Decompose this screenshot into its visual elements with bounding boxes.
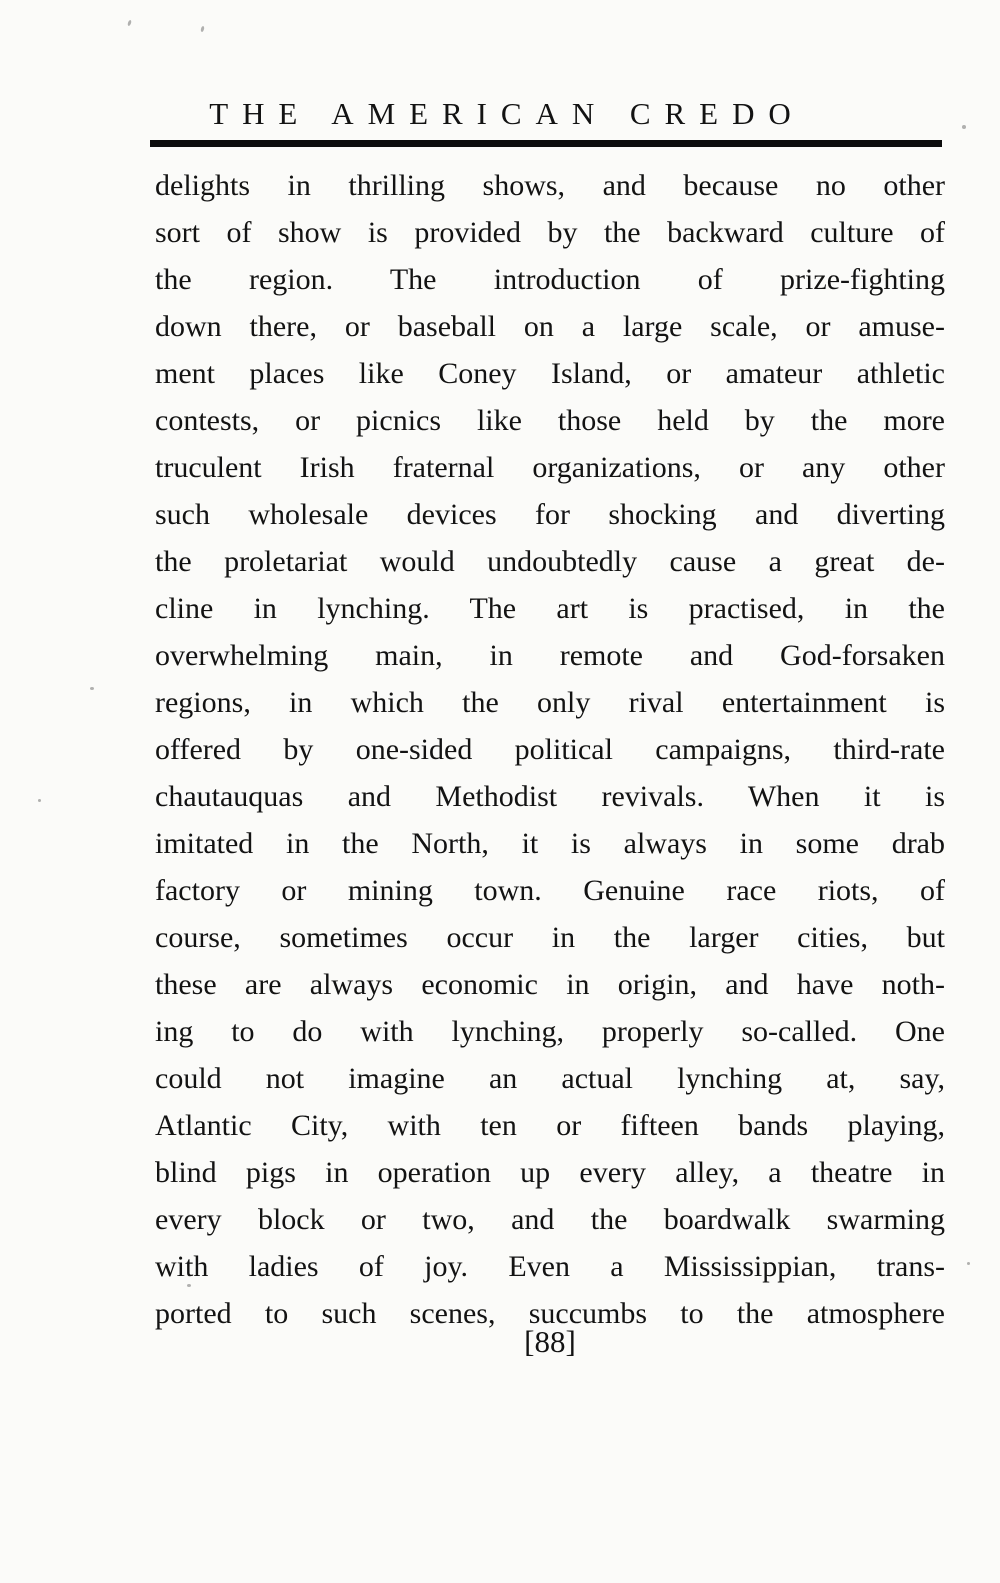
header-rule-divider — [150, 140, 942, 147]
scan-speck — [200, 26, 204, 33]
text-line: ing to do with lynching, properly so-called. One — [155, 1015, 945, 1048]
text-line: contests, or picnics like those held by the more — [155, 404, 945, 437]
text-line: cline in lynching. The art is practised, in the — [155, 592, 945, 625]
scan-speck — [967, 1262, 970, 1265]
text-line: course, sometimes occur in the larger cities, but — [155, 921, 945, 954]
text-line: such wholesale devices for shocking and diverting — [155, 498, 945, 531]
page-number: [88] — [524, 1324, 576, 1359]
text-line: blind pigs in operation up every alley, a theatre in — [155, 1156, 945, 1189]
text-line: overwhelming main, in remote and God-forsaken — [155, 639, 945, 672]
text-line: chautauquas and Methodist revivals. When it is — [155, 780, 945, 813]
text-line: down there, or baseball on a large scale, or amuse- — [155, 310, 945, 343]
scan-speck — [187, 1284, 191, 1287]
text-line: the proletariat would undoubtedly cause a great de- — [155, 545, 945, 578]
text-line: the region. The introduction of prize-fighting — [155, 263, 945, 296]
text-line: ported to such scenes, succumbs to the atmosphere — [155, 1297, 945, 1330]
text-line: imitated in the North, it is always in some drab — [155, 827, 945, 860]
running-head-title: THE AMERICAN CREDO — [209, 96, 805, 131]
text-line: with ladies of joy. Even a Mississippian, trans- — [155, 1250, 945, 1283]
text-line: truculent Irish fraternal organizations, or any other — [155, 451, 945, 484]
scan-speck — [962, 125, 966, 129]
text-line: delights in thrilling shows, and because no other — [155, 169, 945, 202]
text-line: Atlantic City, with ten or fifteen bands playing, — [155, 1109, 945, 1142]
text-line: these are always economic in origin, and have noth- — [155, 968, 945, 1001]
text-line: regions, in which the only rival entertainment is — [155, 686, 945, 719]
text-line: could not imagine an actual lynching at, say, — [155, 1062, 945, 1095]
text-line: offered by one-sided political campaigns, third-rate — [155, 733, 945, 766]
scan-speck — [90, 687, 94, 690]
scan-speck — [38, 799, 41, 802]
body-text-block — [155, 162, 945, 1337]
scan-speck — [127, 20, 132, 27]
text-line: factory or mining town. Genuine race riots, of — [155, 874, 945, 907]
text-line: every block or two, and the boardwalk swarming — [155, 1203, 945, 1236]
text-line: ment places like Coney Island, or amateur athletic — [155, 357, 945, 390]
text-line: sort of show is provided by the backward culture of — [155, 216, 945, 249]
